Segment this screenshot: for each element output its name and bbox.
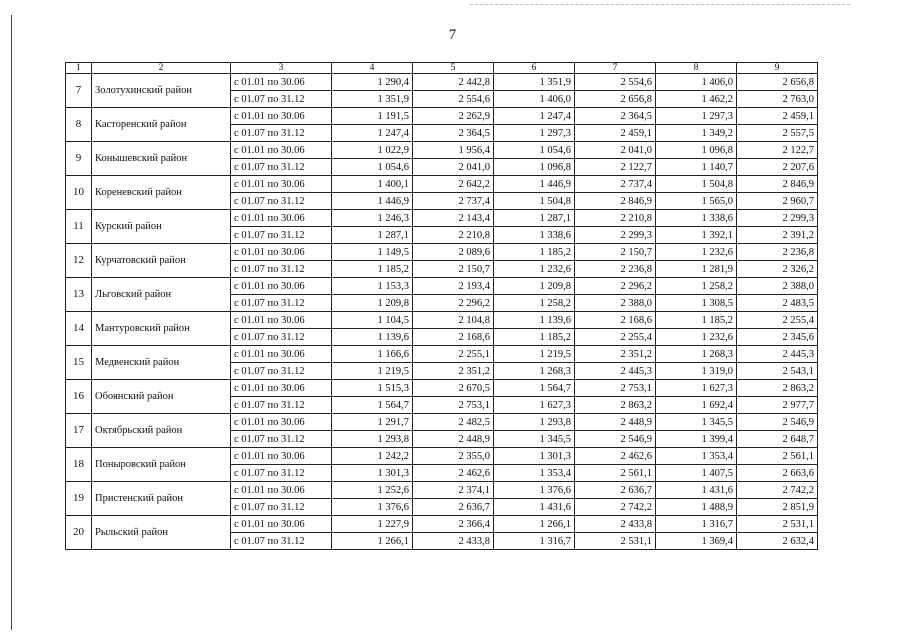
value-cell: 1 268,3 (494, 363, 575, 380)
table-row (66, 244, 818, 261)
value-cell: 2 448,9 (575, 414, 656, 431)
value-cell: 2 863,2 (575, 397, 656, 414)
value-cell: 1 232,6 (656, 329, 737, 346)
value-cell: 2 355,0 (413, 448, 494, 465)
period-cell: с 01.07 по 31.12 (231, 499, 332, 516)
value-cell: 2 763,0 (737, 91, 818, 108)
value-cell: 1 242,2 (332, 448, 413, 465)
district-number: 8 (66, 108, 92, 142)
table-row (66, 210, 818, 227)
value-cell: 2 299,3 (575, 227, 656, 244)
period-cell: с 01.07 по 31.12 (231, 465, 332, 482)
column-number: 8 (656, 63, 737, 74)
value-cell: 1 290,4 (332, 74, 413, 91)
value-cell: 2 351,2 (575, 346, 656, 363)
value-cell: 2 299,3 (737, 210, 818, 227)
value-cell: 2 210,8 (575, 210, 656, 227)
column-number: 5 (413, 63, 494, 74)
district-number: 14 (66, 312, 92, 346)
value-cell: 1 185,2 (332, 261, 413, 278)
value-cell: 2 482,5 (413, 414, 494, 431)
value-cell: 2 255,4 (575, 329, 656, 346)
value-cell: 2 546,9 (575, 431, 656, 448)
column-number: 6 (494, 63, 575, 74)
value-cell: 1 515,3 (332, 380, 413, 397)
value-cell: 1 446,9 (332, 193, 413, 210)
value-cell: 1 258,2 (656, 278, 737, 295)
value-cell: 1 297,3 (494, 125, 575, 142)
value-cell: 2 296,2 (413, 295, 494, 312)
value-cell: 2 150,7 (413, 261, 494, 278)
value-cell: 1 266,1 (494, 516, 575, 533)
value-cell: 2 656,8 (737, 74, 818, 91)
value-cell: 2 462,6 (413, 465, 494, 482)
district-number: 12 (66, 244, 92, 278)
district-name: Льговский район (92, 278, 231, 312)
value-cell: 2 663,6 (737, 465, 818, 482)
district-number: 18 (66, 448, 92, 482)
value-cell: 2 041,0 (575, 142, 656, 159)
value-cell: 2 483,5 (737, 295, 818, 312)
value-cell: 1 301,3 (332, 465, 413, 482)
table-row (66, 278, 818, 295)
value-cell: 2 846,9 (575, 193, 656, 210)
value-cell: 2 345,6 (737, 329, 818, 346)
value-cell: 1 504,8 (656, 176, 737, 193)
value-cell: 1 353,4 (494, 465, 575, 482)
value-cell: 1 104,5 (332, 312, 413, 329)
value-cell: 2 642,2 (413, 176, 494, 193)
district-name: Рыльский район (92, 516, 231, 550)
period-cell: с 01.07 по 31.12 (231, 329, 332, 346)
value-cell: 1 692,4 (656, 397, 737, 414)
value-cell: 2 168,6 (413, 329, 494, 346)
value-cell: 2 193,4 (413, 278, 494, 295)
period-cell: с 01.01 по 30.06 (231, 516, 332, 533)
value-cell: 2 104,8 (413, 312, 494, 329)
value-cell: 2 459,1 (737, 108, 818, 125)
value-cell: 1 140,7 (656, 159, 737, 176)
value-cell: 1 316,7 (656, 516, 737, 533)
value-cell: 1 266,1 (332, 533, 413, 550)
page-number: 7 (448, 27, 457, 43)
value-cell: 2 255,4 (737, 312, 818, 329)
table-row (66, 482, 818, 499)
value-cell: 1 247,4 (332, 125, 413, 142)
value-cell: 2 531,1 (575, 533, 656, 550)
value-cell: 1 219,5 (494, 346, 575, 363)
value-cell: 2 041,0 (413, 159, 494, 176)
value-cell: 2 846,9 (737, 176, 818, 193)
column-number: 2 (92, 63, 231, 74)
table-row (66, 108, 818, 125)
value-cell: 2 851,9 (737, 499, 818, 516)
value-cell: 1 291,7 (332, 414, 413, 431)
table-row (66, 346, 818, 363)
value-cell: 2 388,0 (737, 278, 818, 295)
value-cell: 2 670,5 (413, 380, 494, 397)
district-name: Обоянский район (92, 380, 231, 414)
value-cell: 2 445,3 (575, 363, 656, 380)
table-row (66, 516, 818, 533)
value-cell: 1 351,9 (332, 91, 413, 108)
value-cell: 1 054,6 (332, 159, 413, 176)
value-cell: 1 281,9 (656, 261, 737, 278)
value-cell: 1 446,9 (494, 176, 575, 193)
value-cell: 1 247,4 (494, 108, 575, 125)
value-cell: 1 351,9 (494, 74, 575, 91)
value-cell: 1 287,1 (332, 227, 413, 244)
district-number: 11 (66, 210, 92, 244)
period-cell: с 01.07 по 31.12 (231, 227, 332, 244)
value-cell: 2 742,2 (737, 482, 818, 499)
value-cell: 1 232,6 (656, 244, 737, 261)
value-cell: 1 096,8 (494, 159, 575, 176)
value-cell: 1 349,2 (656, 125, 737, 142)
value-cell: 2 351,2 (413, 363, 494, 380)
value-cell: 1 376,6 (332, 499, 413, 516)
value-cell: 1 565,0 (656, 193, 737, 210)
district-name: Медвенский район (92, 346, 231, 380)
value-cell: 2 554,6 (413, 91, 494, 108)
value-cell: 1 345,5 (656, 414, 737, 431)
value-cell: 2 648,7 (737, 431, 818, 448)
table-row (66, 312, 818, 329)
period-cell: с 01.07 по 31.12 (231, 91, 332, 108)
period-cell: с 01.01 по 30.06 (231, 210, 332, 227)
value-cell: 1 293,8 (494, 414, 575, 431)
value-cell: 2 546,9 (737, 414, 818, 431)
value-cell: 2 462,6 (575, 448, 656, 465)
district-number: 17 (66, 414, 92, 448)
value-cell: 2 364,5 (575, 108, 656, 125)
value-cell: 1 369,4 (656, 533, 737, 550)
value-cell: 1 297,3 (656, 108, 737, 125)
value-cell: 2 296,2 (575, 278, 656, 295)
district-number: 20 (66, 516, 92, 550)
value-cell: 2 753,1 (575, 380, 656, 397)
value-cell: 1 338,6 (494, 227, 575, 244)
column-number: 7 (575, 63, 656, 74)
value-cell: 1 149,5 (332, 244, 413, 261)
value-cell: 2 236,8 (575, 261, 656, 278)
period-cell: с 01.01 по 30.06 (231, 74, 332, 91)
value-cell: 1 246,3 (332, 210, 413, 227)
value-cell: 2 391,2 (737, 227, 818, 244)
value-cell: 2 445,3 (737, 346, 818, 363)
value-cell: 2 448,9 (413, 431, 494, 448)
district-name: Курчатовский район (92, 244, 231, 278)
value-cell: 1 406,0 (656, 74, 737, 91)
table-row (66, 448, 818, 465)
value-cell: 1 353,4 (656, 448, 737, 465)
table-row (66, 74, 818, 91)
district-name: Поныровский район (92, 448, 231, 482)
value-cell: 1 209,8 (494, 278, 575, 295)
value-cell: 2 210,8 (413, 227, 494, 244)
value-cell: 1 185,2 (494, 329, 575, 346)
district-number: 10 (66, 176, 92, 210)
value-cell: 2 433,8 (413, 533, 494, 550)
value-cell: 2 122,7 (575, 159, 656, 176)
value-cell: 2 737,4 (575, 176, 656, 193)
value-cell: 2 977,7 (737, 397, 818, 414)
district-number: 13 (66, 278, 92, 312)
value-cell: 2 753,1 (413, 397, 494, 414)
column-number-row (66, 63, 818, 74)
period-cell: с 01.07 по 31.12 (231, 193, 332, 210)
value-cell: 2 531,1 (737, 516, 818, 533)
period-cell: с 01.07 по 31.12 (231, 397, 332, 414)
district-name: Пристенский район (92, 482, 231, 516)
column-number: 4 (332, 63, 413, 74)
period-cell: с 01.01 по 30.06 (231, 346, 332, 363)
period-cell: с 01.01 по 30.06 (231, 176, 332, 193)
value-cell: 1 627,3 (494, 397, 575, 414)
value-cell: 2 374,1 (413, 482, 494, 499)
value-cell: 2 122,7 (737, 142, 818, 159)
value-cell: 2 089,6 (413, 244, 494, 261)
district-number: 9 (66, 142, 92, 176)
value-cell: 1 301,3 (494, 448, 575, 465)
district-name: Золотухинский район (92, 74, 231, 108)
tariff-table (65, 62, 818, 550)
table-row (66, 380, 818, 397)
value-cell: 1 338,6 (656, 210, 737, 227)
value-cell: 2 433,8 (575, 516, 656, 533)
period-cell: с 01.01 по 30.06 (231, 108, 332, 125)
value-cell: 2 737,4 (413, 193, 494, 210)
value-cell: 2 632,4 (737, 533, 818, 550)
district-number: 7 (66, 74, 92, 108)
value-cell: 1 399,4 (656, 431, 737, 448)
value-cell: 1 258,2 (494, 295, 575, 312)
period-cell: с 01.01 по 30.06 (231, 312, 332, 329)
value-cell: 2 656,8 (575, 91, 656, 108)
period-cell: с 01.07 по 31.12 (231, 431, 332, 448)
table-row (66, 142, 818, 159)
period-cell: с 01.07 по 31.12 (231, 295, 332, 312)
district-number: 15 (66, 346, 92, 380)
value-cell: 2 543,1 (737, 363, 818, 380)
column-number: 9 (737, 63, 818, 74)
value-cell: 1 139,6 (494, 312, 575, 329)
value-cell: 2 388,0 (575, 295, 656, 312)
value-cell: 2 636,7 (413, 499, 494, 516)
value-cell: 2 554,6 (575, 74, 656, 91)
value-cell: 1 166,6 (332, 346, 413, 363)
value-cell: 2 636,7 (575, 482, 656, 499)
value-cell: 1 209,8 (332, 295, 413, 312)
header-rule (470, 4, 850, 5)
value-cell: 1 054,6 (494, 142, 575, 159)
value-cell: 1 431,6 (494, 499, 575, 516)
value-cell: 1 316,7 (494, 533, 575, 550)
value-cell: 1 293,8 (332, 431, 413, 448)
value-cell: 1 319,0 (656, 363, 737, 380)
value-cell: 2 255,1 (413, 346, 494, 363)
district-name: Октябрьский район (92, 414, 231, 448)
period-cell: с 01.07 по 31.12 (231, 125, 332, 142)
value-cell: 1 308,5 (656, 295, 737, 312)
value-cell: 1 431,6 (656, 482, 737, 499)
value-cell: 1 504,8 (494, 193, 575, 210)
value-cell: 1 185,2 (494, 244, 575, 261)
table-row (66, 414, 818, 431)
value-cell: 2 960,7 (737, 193, 818, 210)
value-cell: 1 488,9 (656, 499, 737, 516)
value-cell: 2 557,5 (737, 125, 818, 142)
value-cell: 1 185,2 (656, 312, 737, 329)
value-cell: 1 219,5 (332, 363, 413, 380)
period-cell: с 01.01 по 30.06 (231, 244, 332, 261)
table-row (66, 176, 818, 193)
value-cell: 1 287,1 (494, 210, 575, 227)
value-cell: 1 252,6 (332, 482, 413, 499)
value-cell: 2 236,8 (737, 244, 818, 261)
column-number: 3 (231, 63, 332, 74)
value-cell: 1 376,6 (494, 482, 575, 499)
district-name: Мантуровский район (92, 312, 231, 346)
period-cell: с 01.01 по 30.06 (231, 482, 332, 499)
value-cell: 2 742,2 (575, 499, 656, 516)
period-cell: с 01.01 по 30.06 (231, 142, 332, 159)
value-cell: 1 407,5 (656, 465, 737, 482)
column-number: 1 (66, 63, 92, 74)
period-cell: с 01.07 по 31.12 (231, 159, 332, 176)
value-cell: 2 561,1 (575, 465, 656, 482)
page-edge-line (11, 15, 12, 630)
period-cell: с 01.01 по 30.06 (231, 448, 332, 465)
value-cell: 2 561,1 (737, 448, 818, 465)
value-cell: 1 627,3 (656, 380, 737, 397)
period-cell: с 01.01 по 30.06 (231, 278, 332, 295)
value-cell: 1 462,2 (656, 91, 737, 108)
period-cell: с 01.01 по 30.06 (231, 414, 332, 431)
value-cell: 2 150,7 (575, 244, 656, 261)
value-cell: 2 168,6 (575, 312, 656, 329)
value-cell: 1 392,1 (656, 227, 737, 244)
period-cell: с 01.07 по 31.12 (231, 363, 332, 380)
value-cell: 1 268,3 (656, 346, 737, 363)
period-cell: с 01.07 по 31.12 (231, 261, 332, 278)
value-cell: 1 232,6 (494, 261, 575, 278)
value-cell: 2 459,1 (575, 125, 656, 142)
value-cell: 2 207,6 (737, 159, 818, 176)
value-cell: 1 022,9 (332, 142, 413, 159)
value-cell: 2 863,2 (737, 380, 818, 397)
value-cell: 2 143,4 (413, 210, 494, 227)
value-cell: 1 345,5 (494, 431, 575, 448)
value-cell: 2 364,5 (413, 125, 494, 142)
value-cell: 1 139,6 (332, 329, 413, 346)
value-cell: 1 406,0 (494, 91, 575, 108)
period-cell: с 01.07 по 31.12 (231, 533, 332, 550)
district-name: Кореневский район (92, 176, 231, 210)
value-cell: 1 153,3 (332, 278, 413, 295)
value-cell: 2 442,8 (413, 74, 494, 91)
value-cell: 1 191,5 (332, 108, 413, 125)
value-cell: 1 096,8 (656, 142, 737, 159)
value-cell: 2 326,2 (737, 261, 818, 278)
value-cell: 2 366,4 (413, 516, 494, 533)
district-number: 19 (66, 482, 92, 516)
value-cell: 1 956,4 (413, 142, 494, 159)
district-name: Конышевский район (92, 142, 231, 176)
district-number: 16 (66, 380, 92, 414)
value-cell: 1 564,7 (332, 397, 413, 414)
value-cell: 1 227,9 (332, 516, 413, 533)
period-cell: с 01.01 по 30.06 (231, 380, 332, 397)
district-name: Курский район (92, 210, 231, 244)
value-cell: 1 564,7 (494, 380, 575, 397)
value-cell: 2 262,9 (413, 108, 494, 125)
value-cell: 1 400,1 (332, 176, 413, 193)
district-name: Касторенский район (92, 108, 231, 142)
